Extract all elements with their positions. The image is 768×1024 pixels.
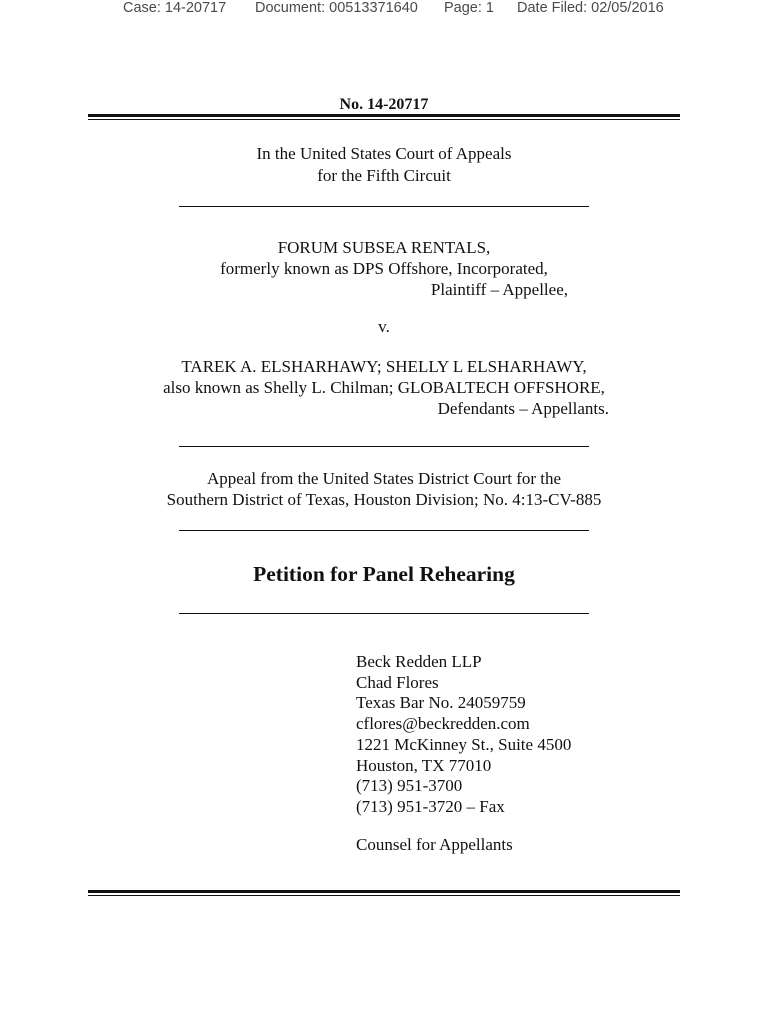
plaintiff-name: FORUM SUBSEA RENTALS, <box>277 238 491 257</box>
rule-2 <box>179 446 589 447</box>
counsel-contact-block <box>356 652 571 818</box>
court-line-1: In the United States Court of Appeals <box>256 144 512 163</box>
counsel-address-1: 1221 McKinney St., Suite 4500 <box>356 734 572 754</box>
plaintiff-aka: formerly known as DPS Offshore, Incorporated, <box>220 259 548 278</box>
counsel-fax: (713) 951-3720 – Fax <box>356 796 505 816</box>
appeal-line-2: Southern District of Texas, Houston Division; No. 4:13-CV-885 <box>166 490 602 509</box>
header-page: Page: 1 <box>444 0 494 16</box>
rule-3 <box>179 530 589 531</box>
defendant-names: TAREK A. ELSHARHAWY; SHELLY L ELSHARHAWY, <box>181 357 587 376</box>
counsel-role: Counsel for Appellants <box>356 835 513 854</box>
plaintiff-role: Plaintiff – Appellee, <box>430 280 568 299</box>
appeal-line-1: Appeal from the United States District Court for the <box>206 469 562 488</box>
header-date-filed: Date Filed: 02/05/2016 <box>517 0 664 16</box>
counsel-bar-number: Texas Bar No. 24059759 <box>356 693 526 713</box>
counsel-email: cflores@beckredden.com <box>356 714 530 734</box>
header-case: Case: 14-20717 <box>123 0 227 16</box>
top-double-rule <box>88 114 680 120</box>
defendant-role: Defendants – Appellants. <box>437 399 609 418</box>
counsel-address-2: Houston, TX 77010 <box>356 755 492 775</box>
filing-stamp-header <box>0 0 768 20</box>
rule-1 <box>179 206 589 207</box>
counsel-phone: (713) 951-3700 <box>356 776 463 796</box>
bottom-double-rule <box>88 890 680 896</box>
header-document: Document: 00513371640 <box>255 0 418 16</box>
case-number: No. 14-20717 <box>339 96 429 113</box>
court-line-2: for the Fifth Circuit <box>317 166 451 185</box>
versus: v. <box>378 317 390 336</box>
defendant-aka: also known as Shelly L. Chilman; GLOBALTECH OFFSHORE, <box>163 378 605 397</box>
document-title: Petition for Panel Rehearing <box>253 562 515 586</box>
counsel-attorney: Chad Flores <box>356 672 439 692</box>
rule-4 <box>179 613 589 614</box>
counsel-firm: Beck Redden LLP <box>356 652 482 671</box>
